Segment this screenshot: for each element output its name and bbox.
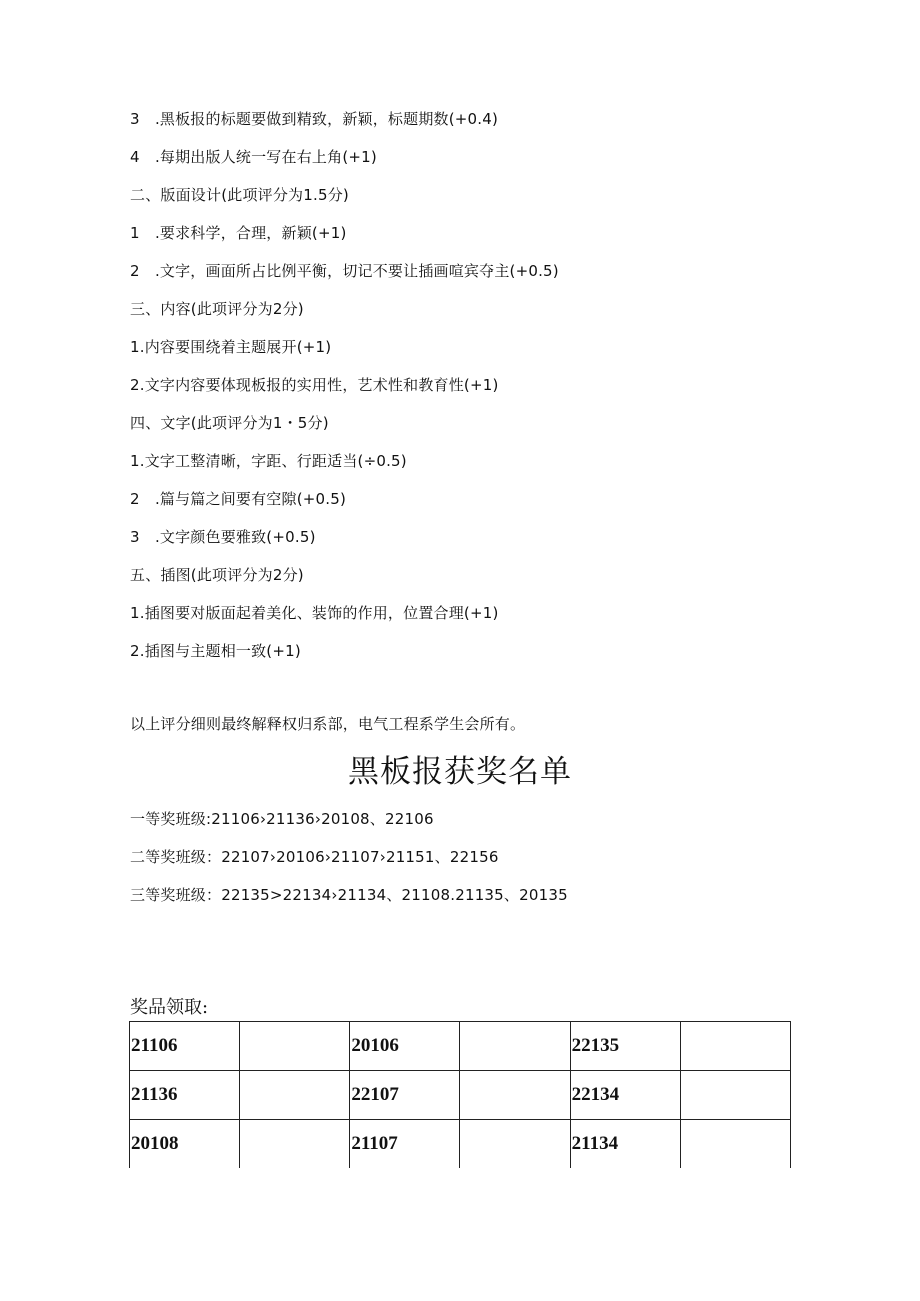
rule-line: 4 .每期出版人统一写在右上角(+1) — [130, 148, 377, 166]
table-row — [130, 1071, 791, 1120]
rule-line: 2 .篇与篇之间要有空隙(+0.5) — [130, 490, 347, 508]
second-prize-line: 二等奖班级：22107›20106›21107›21151、22156 — [130, 848, 499, 866]
first-prize-line: 一等奖班级:21106›21136›20108、22106 — [130, 810, 434, 828]
signature-cell — [460, 1022, 570, 1071]
table-row — [130, 1120, 791, 1169]
class-cell: 21106 — [130, 1022, 240, 1071]
signature-cell — [240, 1071, 350, 1120]
signature-cell — [680, 1022, 790, 1071]
signature-cell — [240, 1022, 350, 1071]
third-prize-line: 三等奖班级：22135>22134›21134、21108.21135、20135 — [130, 886, 568, 904]
rule-line: 3 .文字颜色要雅致(+0.5) — [130, 528, 316, 546]
class-cell: 21136 — [130, 1071, 240, 1120]
interpretation-note: 以上评分细则最终解释权归系部，电气工程系学生会所有。 — [130, 715, 526, 733]
rule-line: 1.文字工整清晰，字距、行距适当(÷0.5) — [130, 452, 407, 470]
class-cell: 22134 — [570, 1071, 680, 1120]
class-cell: 20106 — [350, 1022, 460, 1071]
rule-line: 1.插图要对版面起着美化、装饰的作用，位置合理(+1) — [130, 604, 499, 622]
rule-line: 2.文字内容要体现板报的实用性，艺术性和教育性(+1) — [130, 376, 499, 394]
class-cell: 21107 — [350, 1120, 460, 1169]
signature-cell — [680, 1071, 790, 1120]
prize-collection-label: 奖品领取: — [130, 997, 209, 1018]
class-cell: 22135 — [570, 1022, 680, 1071]
signature-cell — [680, 1120, 790, 1169]
section-heading-illustration: 五、插图(此项评分为2分) — [130, 566, 304, 584]
class-cell: 22107 — [350, 1071, 460, 1120]
prize-collection-table — [129, 1021, 791, 1168]
rule-line: 2 .文字，画面所占比例平衡，切记不要让插画喧宾夺主(+0.5) — [130, 262, 559, 280]
rule-line: 3 .黑板报的标题要做到精致，新颖，标题期数(+0.4) — [130, 110, 499, 128]
signature-cell — [460, 1071, 570, 1120]
table-row — [130, 1022, 791, 1071]
section-heading-content: 三、内容(此项评分为2分) — [130, 300, 304, 318]
rule-line: 1 .要求科学，合理，新颖(+1) — [130, 224, 347, 242]
class-cell: 20108 — [130, 1120, 240, 1169]
rule-line: 2.插图与主题相一致(+1) — [130, 642, 301, 660]
section-heading-layout: 二、版面设计(此项评分为1.5分) — [130, 186, 349, 204]
class-cell: 21134 — [570, 1120, 680, 1169]
section-heading-text: 四、文字(此项评分为1・5分) — [130, 414, 329, 432]
awards-title: 黑板报获奖名单 — [348, 754, 572, 790]
signature-cell — [460, 1120, 570, 1169]
rule-line: 1.内容要围绕着主题展开(+1) — [130, 338, 332, 356]
signature-cell — [240, 1120, 350, 1169]
